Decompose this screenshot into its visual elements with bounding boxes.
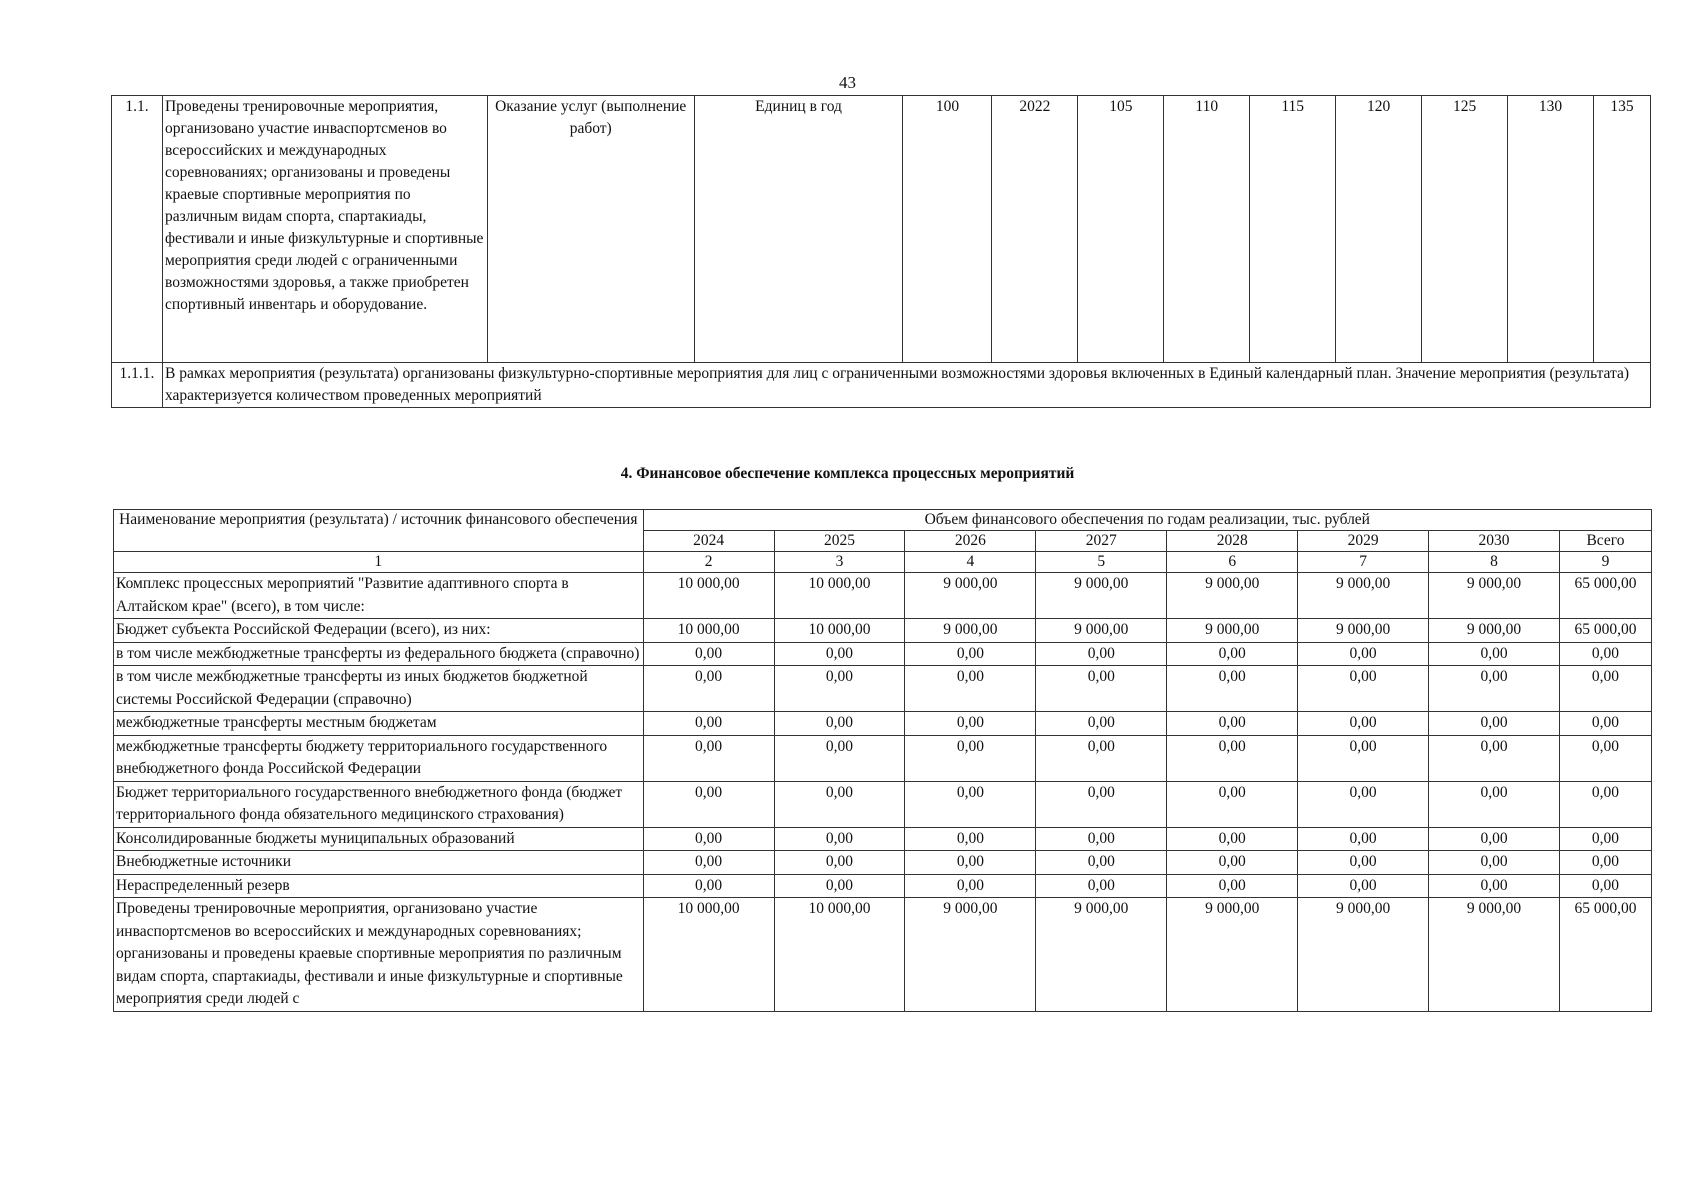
page-number: 43 xyxy=(839,73,856,92)
year-amount: 9 000,00 xyxy=(1167,898,1298,1012)
column-number: 1 xyxy=(114,552,644,573)
source-name: в том числе межбюджетные трансферты из иных бюджетов бюджетной системы Российской Федерации (справочно) xyxy=(114,666,644,712)
year-amount: 0,00 xyxy=(774,712,905,736)
year-amount: 10 000,00 xyxy=(774,573,905,619)
year-amount: 0,00 xyxy=(643,666,774,712)
financing-row xyxy=(114,898,1652,1012)
year-amount: 0,00 xyxy=(774,735,905,781)
year-amount: 0,00 xyxy=(1167,851,1298,875)
header-volume: Объем финансового обеспечения по годам реализации, тыс. рублей xyxy=(643,510,1651,531)
year-amount: 0,00 xyxy=(1429,874,1560,898)
total-value: 0,00 xyxy=(1559,666,1651,712)
source-name: в том числе межбюджетные трансферты из федерального бюджета (справочно) xyxy=(114,642,644,666)
year-amount: 0,00 xyxy=(905,781,1036,827)
total-value: 0,00 xyxy=(1559,642,1651,666)
total-value: 0,00 xyxy=(1559,735,1651,781)
year-amount: 10 000,00 xyxy=(643,619,774,643)
year-header: 2029 xyxy=(1298,531,1429,552)
year-amount: 0,00 xyxy=(905,735,1036,781)
total-value: 0,00 xyxy=(1559,827,1651,851)
year-amount: 0,00 xyxy=(774,874,905,898)
indicator-row xyxy=(112,96,1651,363)
source-name: Консолидированные бюджеты муниципальных образований xyxy=(114,827,644,851)
total-value: 65 000,00 xyxy=(1559,573,1651,619)
year-amount: 9 000,00 xyxy=(1167,573,1298,619)
year-value: 130 xyxy=(1508,96,1594,363)
base-year: 2022 xyxy=(992,96,1078,363)
column-number: 7 xyxy=(1298,552,1429,573)
year-amount: 0,00 xyxy=(1429,666,1560,712)
row-number: 1.1. xyxy=(112,96,163,363)
year-value: 105 xyxy=(1078,96,1164,363)
year-value: 115 xyxy=(1250,96,1336,363)
year-amount: 9 000,00 xyxy=(1298,898,1429,1012)
year-amount: 0,00 xyxy=(1167,666,1298,712)
year-value: 125 xyxy=(1422,96,1508,363)
year-amount: 0,00 xyxy=(1298,735,1429,781)
year-amount: 0,00 xyxy=(643,712,774,736)
indicator-table xyxy=(111,95,1651,408)
year-value: 110 xyxy=(1164,96,1250,363)
year-amount: 0,00 xyxy=(643,735,774,781)
financing-row xyxy=(114,735,1652,781)
year-header: 2028 xyxy=(1167,531,1298,552)
column-number: 6 xyxy=(1167,552,1298,573)
year-amount: 9 000,00 xyxy=(1429,619,1560,643)
year-amount: 0,00 xyxy=(643,827,774,851)
year-amount: 0,00 xyxy=(774,642,905,666)
year-amount: 0,00 xyxy=(1429,851,1560,875)
year-amount: 0,00 xyxy=(1429,642,1560,666)
year-amount: 0,00 xyxy=(1036,642,1167,666)
year-amount: 0,00 xyxy=(774,827,905,851)
financing-row xyxy=(114,781,1652,827)
column-numbers-row xyxy=(114,552,1652,573)
year-value: 120 xyxy=(1336,96,1422,363)
financing-rows xyxy=(114,573,1652,1012)
year-amount: 9 000,00 xyxy=(1036,619,1167,643)
year-amount: 0,00 xyxy=(1429,712,1560,736)
column-number: 4 xyxy=(905,552,1036,573)
year-amount: 10 000,00 xyxy=(643,898,774,1012)
year-amount: 0,00 xyxy=(1298,781,1429,827)
total-header: Всего xyxy=(1559,531,1651,552)
subrow-description: В рамках мероприятия (результата) организованы физкультурно-спортивные мероприятия для лиц с ограниченными возможностями здоровья включенных в Единый календарный план. Значение мероприятия (результата) характеризуется количеством проведенных мероприятий xyxy=(162,363,1650,408)
year-amount: 0,00 xyxy=(1036,735,1167,781)
year-header: 2025 xyxy=(774,531,905,552)
year-amount: 9 000,00 xyxy=(1167,619,1298,643)
source-name: Комплекс процессных мероприятий "Развитие адаптивного спорта в Алтайском крае" (всего), в том числе: xyxy=(114,573,644,619)
year-amount: 0,00 xyxy=(905,851,1036,875)
financing-row xyxy=(114,573,1652,619)
year-amount: 0,00 xyxy=(774,851,905,875)
year-header: 2027 xyxy=(1036,531,1167,552)
source-name: Проведены тренировочные мероприятия, организовано участие инваспортсменов во всероссийских и международных соревнованиях; организованы и проведены краевые спортивные мероприятия по различным видам спорта, спартакиады, фестивали и иные физкультурные и спортивные мероприятия среди людей с xyxy=(114,898,644,1012)
year-amount: 0,00 xyxy=(1429,781,1560,827)
column-number: 5 xyxy=(1036,552,1167,573)
financing-row xyxy=(114,666,1652,712)
indicator-subrow xyxy=(112,363,1651,408)
year-amount: 9 000,00 xyxy=(905,573,1036,619)
year-amount: 10 000,00 xyxy=(643,573,774,619)
header-row xyxy=(114,510,1652,531)
year-amount: 0,00 xyxy=(774,666,905,712)
year-amount: 0,00 xyxy=(1036,874,1167,898)
year-amount: 9 000,00 xyxy=(1429,573,1560,619)
indicator-unit: Единиц в год xyxy=(694,96,903,363)
year-amount: 10 000,00 xyxy=(774,898,905,1012)
year-amount: 0,00 xyxy=(1298,827,1429,851)
year-amount: 0,00 xyxy=(643,642,774,666)
year-amount: 0,00 xyxy=(1036,712,1167,736)
column-number: 2 xyxy=(643,552,774,573)
column-number: 8 xyxy=(1429,552,1560,573)
financing-row xyxy=(114,712,1652,736)
year-amount: 0,00 xyxy=(1298,666,1429,712)
year-amount: 0,00 xyxy=(1036,851,1167,875)
year-amount: 0,00 xyxy=(905,712,1036,736)
source-name: межбюджетные трансферты бюджету территориального государственного внебюджетного фонда Российской Федерации xyxy=(114,735,644,781)
total-value: 0,00 xyxy=(1559,874,1651,898)
column-number: 3 xyxy=(774,552,905,573)
indicator-type: Оказание услуг (выполнение работ) xyxy=(487,96,694,363)
year-amount: 9 000,00 xyxy=(1036,898,1167,1012)
total-value: 0,00 xyxy=(1559,781,1651,827)
financing-row xyxy=(114,851,1652,875)
year-amount: 0,00 xyxy=(1429,827,1560,851)
year-amount: 10 000,00 xyxy=(774,619,905,643)
financing-row xyxy=(114,874,1652,898)
section-title: 4. Финансовое обеспечение комплекса процессных мероприятий xyxy=(620,465,1075,482)
column-number: 9 xyxy=(1559,552,1651,573)
financing-row xyxy=(114,642,1652,666)
year-amount: 0,00 xyxy=(1429,735,1560,781)
total-value: 0,00 xyxy=(1559,851,1651,875)
year-amount: 0,00 xyxy=(1036,781,1167,827)
year-amount: 0,00 xyxy=(643,851,774,875)
subrow-number: 1.1.1. xyxy=(112,363,163,408)
year-amount: 9 000,00 xyxy=(1298,619,1429,643)
year-amount: 0,00 xyxy=(905,874,1036,898)
year-amount: 0,00 xyxy=(1167,874,1298,898)
year-amount: 0,00 xyxy=(1167,642,1298,666)
year-value: 135 xyxy=(1593,96,1650,363)
year-amount: 0,00 xyxy=(1167,735,1298,781)
year-amount: 0,00 xyxy=(1298,642,1429,666)
year-amount: 0,00 xyxy=(643,781,774,827)
year-amount: 0,00 xyxy=(774,781,905,827)
year-amount: 0,00 xyxy=(905,642,1036,666)
financing-row xyxy=(114,827,1652,851)
year-amount: 9 000,00 xyxy=(905,898,1036,1012)
year-amount: 0,00 xyxy=(1167,712,1298,736)
year-amount: 0,00 xyxy=(905,666,1036,712)
year-amount: 0,00 xyxy=(643,874,774,898)
source-name: Нераспределенный резерв xyxy=(114,874,644,898)
base-value: 100 xyxy=(903,96,992,363)
year-amount: 9 000,00 xyxy=(1036,573,1167,619)
financing-row xyxy=(114,619,1652,643)
year-header: 2024 xyxy=(643,531,774,552)
year-amount: 0,00 xyxy=(905,827,1036,851)
source-name: Бюджет субъекта Российской Федерации (всего), из них: xyxy=(114,619,644,643)
source-name: межбюджетные трансферты местным бюджетам xyxy=(114,712,644,736)
year-amount: 0,00 xyxy=(1167,827,1298,851)
year-header: 2026 xyxy=(905,531,1036,552)
year-amount: 0,00 xyxy=(1167,781,1298,827)
source-name: Внебюджетные источники xyxy=(114,851,644,875)
year-header: 2030 xyxy=(1429,531,1560,552)
year-amount: 0,00 xyxy=(1298,851,1429,875)
total-value: 65 000,00 xyxy=(1559,619,1651,643)
year-amount: 9 000,00 xyxy=(1429,898,1560,1012)
year-amount: 9 000,00 xyxy=(1298,573,1429,619)
year-amount: 9 000,00 xyxy=(905,619,1036,643)
year-amount: 0,00 xyxy=(1298,874,1429,898)
source-name: Бюджет территориального государственного внебюджетного фонда (бюджет территориального фонда обязательного медицинского страхования) xyxy=(114,781,644,827)
indicator-description: Проведены тренировочные мероприятия, организовано участие инваспортсменов во всероссийских и международных соревнованиях; организованы и проведены краевые спортивные мероприятия по различным видам спорта, спартакиады, фестивали и иные физкультурные и спортивные мероприятия среди людей с ограниченными возможностями здоровья, а также приобретен спортивный инвентарь и оборудование. xyxy=(162,96,487,363)
financing-table xyxy=(113,509,1652,1012)
year-amount: 0,00 xyxy=(1036,666,1167,712)
total-value: 0,00 xyxy=(1559,712,1651,736)
total-value: 65 000,00 xyxy=(1559,898,1651,1012)
year-amount: 0,00 xyxy=(1036,827,1167,851)
header-name: Наименование мероприятия (результата) / источник финансового обеспечения xyxy=(114,510,644,552)
year-amount: 0,00 xyxy=(1298,712,1429,736)
